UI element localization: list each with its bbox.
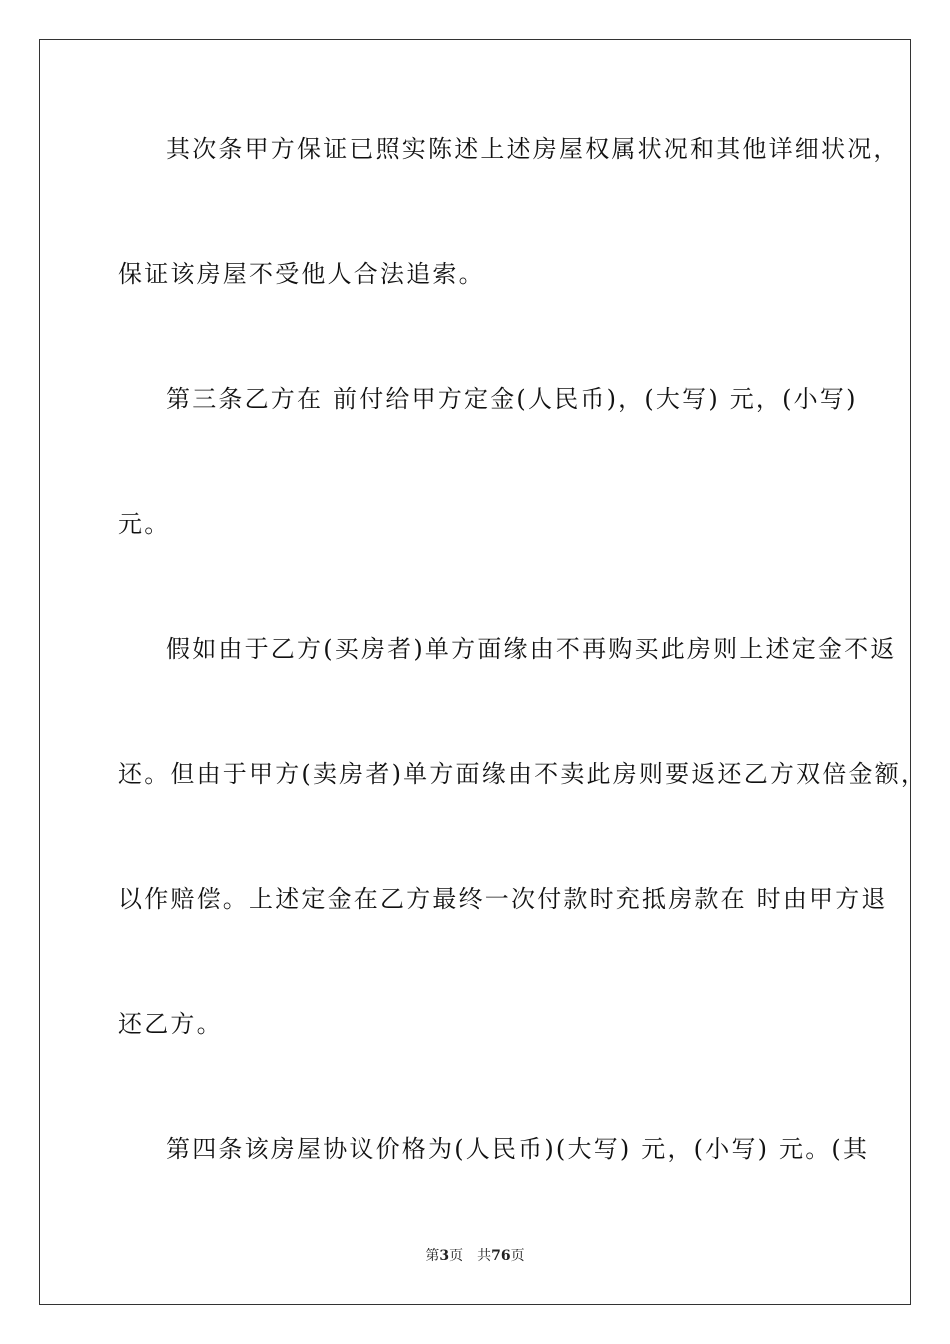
paragraph-line: 第三条乙方在 前付给甲方定金(人民币)，(大写) 元，(小写) (166, 385, 858, 413)
page-suffix: 页 (449, 1248, 464, 1264)
paragraph-line: 还。但由于甲方(卖房者)单方面缘由不卖此房则要返还乙方双倍金额， (118, 760, 928, 788)
page-footer (0, 1247, 950, 1265)
page-prefix: 第 (425, 1248, 440, 1264)
page-border (39, 39, 928, 1305)
paragraph-line: 保证该房屋不受他人合法追索。 (118, 260, 485, 288)
paragraph-line: 其次条甲方保证已照实陈述上述房屋权属状况和其他详细状况， (166, 135, 900, 163)
paragraph-line: 假如由于乙方(买房者)单方面缘由不再购买此房则上述定金不返 (166, 635, 897, 663)
total-pages: 76 (491, 1248, 511, 1264)
paragraph-line: 第四条该房屋协议价格为(人民币)(大写) 元，(小写) 元。(其 (166, 1135, 870, 1163)
page-number: 3 (439, 1248, 450, 1264)
paragraph-line: 以作赔偿。上述定金在乙方最终一次付款时充抵房款在 时由甲方退 (118, 885, 888, 913)
total-prefix: 共 (477, 1248, 492, 1264)
paragraph-line: 元。 (118, 510, 171, 538)
total-suffix: 页 (510, 1248, 525, 1264)
paragraph-line: 还乙方。 (118, 1010, 223, 1038)
